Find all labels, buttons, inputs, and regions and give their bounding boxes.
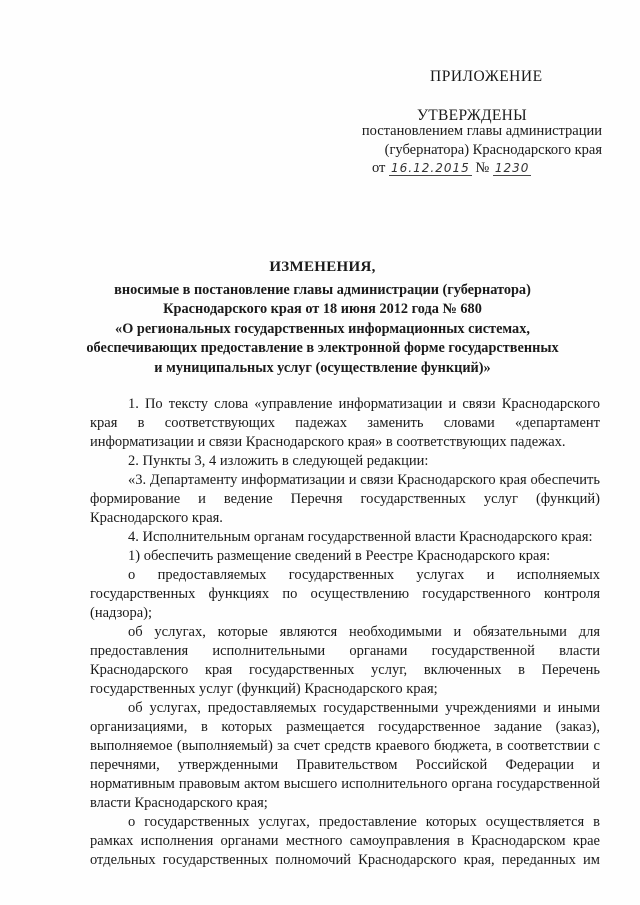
document-title <box>70 258 575 378</box>
approval-line: (губернатора) Краснодарского края <box>384 142 602 158</box>
body-paragraph: об услугах, которые являются необходимыми и обязательными для предоставления исполнительными органами государственной власти Краснодарского края государственных услуг, включенных в Перечень государственных услуг (функций) Краснодарского края; <box>90 624 600 697</box>
title-line: Краснодарского края от 18 июня 2012 года № 680 <box>163 301 482 317</box>
body-paragraph: «3. Департаменту информатизации и связи Краснодарского края обеспечить формирование и ведение Перечня государственных услуг (функций) Краснодарского края. <box>90 472 600 526</box>
body-paragraph: о предоставляемых государственных услугах и исполняемых государственных функциях по осуществлению государственного контроля (надзора); <box>90 567 600 621</box>
approved-label: УТВЕРЖДЕНЫ <box>417 107 527 124</box>
title-main: ИЗМЕНЕНИЯ, <box>269 259 376 275</box>
body-paragraph: о государственных услугах, предоставление которых осуществляется в рамках исполнения органами местного самоуправления в Краснодарском крае отдельных государственных полномочий Краснодарского края, переданных им <box>90 814 600 868</box>
title-line: обеспечивающих предоставление в электронной форме государственных <box>86 340 559 356</box>
title-line: «О региональных государственных информационных системах, <box>115 320 530 337</box>
appendix-label: ПРИЛОЖЕНИЕ <box>430 68 543 85</box>
date-prefix: от <box>372 160 386 176</box>
body-paragraph: об услугах, предоставляемых государственными учреждениями и иными организациями, в которых размещается государственное задание (заказ), выполняемое (выполняемый) за счет средств краевого бюджета, в соответствии с перечнями, утвержденными Правительством Российской Федерации и нормативным правовым актом высшего исполнительного органа государственной власти Краснодарского края; <box>90 700 600 811</box>
approval-line: постановлением главы администрации <box>361 123 602 139</box>
document-body <box>90 395 600 870</box>
handwritten-date: 16.12.2015 <box>391 161 470 175</box>
approval-reference <box>330 122 602 160</box>
title-line: вносимые в постановление главы администрации (губернатора) <box>114 281 531 298</box>
number-prefix: № <box>475 160 490 176</box>
body-paragraph: 4. Исполнительным органам государственной власти Краснодарского края: <box>128 529 593 545</box>
body-paragraph: 1. По тексту слова «управление информатизации и связи Краснодарского края в соответствующих падежах заменить словами «департамент информатизации и связи Краснодарского края» в соответствующих падежах. <box>90 396 600 450</box>
handwritten-number: 1230 <box>494 161 530 175</box>
title-line: и муниципальных услуг (осуществление функций)» <box>154 359 491 376</box>
body-paragraph: 1) обеспечить размещение сведений в Реестре Краснодарского края: <box>128 548 551 564</box>
approval-date-line <box>372 160 531 177</box>
body-paragraph: 2. Пункты 3, 4 изложить в следующей редакции: <box>128 453 429 469</box>
